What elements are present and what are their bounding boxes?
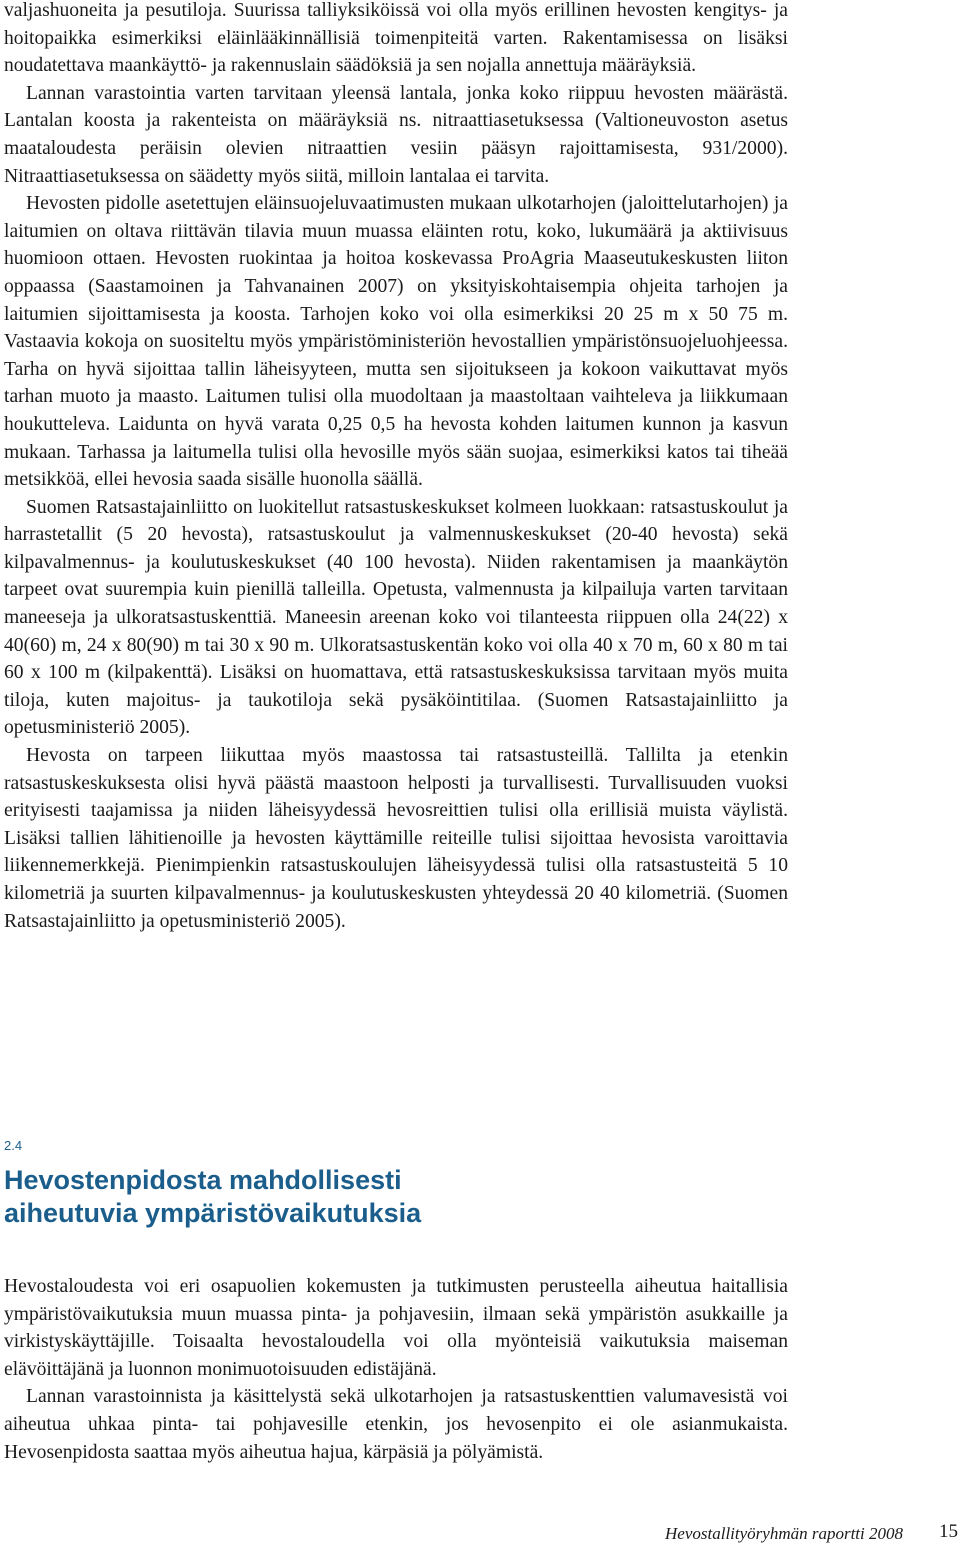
paragraph-environmental-effects: Hevostaloudesta voi eri osapuolien kokemusten ja tutkimusten perusteella aiheutua haitallisia ympäristövaikutuksia muun muassa pinta- ja pohjavesiin, ilmaan sekä ympäristön asukkaille ja virkistyskäyttäjille. Toisaalta hevostaloudella voi olla myönteisiä vaikutuksia maiseman elävöittäjänä ja luonnon monimuotoisuuden edistäjänä.: [4, 1276, 788, 1380]
section-title: [4, 1164, 788, 1230]
footer-page-number: 15: [939, 1521, 958, 1542]
footer-report-title: Hevostallityöryhmän raportti 2008: [665, 1524, 903, 1543]
section-title-line-1: Hevostenpidosta mahdollisesti: [4, 1165, 402, 1195]
paragraph-paddocks: Hevosten pidolle asetettujen eläinsuojeluvaatimusten mukaan ulkotarhojen (jaloittelutarhojen) ja laitumien on oltava riittävän tilavia muun muassa eläinten rotu, koko, lukumäärä ja aktiivisuus huomioon ottaen. Hevosten ruokintaa ja hoitoa koskevassa ProAgria Maaseutukeskusten liiton oppaassa (Saastamoinen ja Tahvanainen 2007) on yksityiskohtaisempia ohjeita tarhojen ja laitumien sijoittamisesta ja koosta. Tarhojen koko voi olla esimerkiksi 20 25 m x 50 75 m. Vastaavia kokoja on suositeltu myös ympäristöministeriön hevostallien ympäristönsuojeluohjeessa. Tarha on hyvä sijoittaa tallin läheisyyteen, mutta sen sijoitukseen ja kokoon vaikuttavat myös tarhan muoto ja maasto. Laitumen tulisi olla muodoltaan ja maastoltaan vaihteleva ja liikkumaan houkutteleva. Laidunta on hyvä varata 0,25 0,5 ha hevosta kohden laitumen kunnon ja kasvun mukaan. Tarhassa ja laitumella tulisi olla hevosille myös sään suojaa, esimerkiksi katos tai tiheää metsikköä, ellei hevosia saada sisälle huonolla säällä.: [4, 193, 788, 491]
section-title-line-2: aiheutuvia ympäristövaikutuksia: [4, 1198, 422, 1228]
section-body-text: [4, 1273, 788, 1466]
paragraph-manure-storage: Lannan varastointia varten tarvitaan yleensä lantala, jonka koko riippuu hevosten määrästä. Lantalan koosta ja rakenteista on määräyksiä ns. nitraattiasetuksessa (Valtioneuvoston asetus maataloudesta peräisin olevien nitraattien vesiin pääsyn rajoittamisesta, 931/2000). Nitraattiasetuksessa on säädetty myös siitä, milloin lantalaa ei tarvita.: [4, 82, 788, 187]
paragraph-riding-trails: Hevosta on tarpeen liikuttaa myös maastossa tai ratsastusteillä. Tallilta ja etenkin ratsastuskeskuksesta olisi hyvä päästä maastoon helposti ja turvallisesti. Turvallisuuden vuoksi erityisesti taajamissa ja niiden läheisyydessä hevosreittien tulisi olla erillisiä muista väylistä. Lisäksi tallien lähitienoille ja hevosten käyttämille reiteille tulisi sijoittaa hevosista varoittavia liikennemerkkejä. Pienimpienkin ratsastuskoulujen läheisyydessä tulisi olla ratsastusteitä 5 10 kilometriä ja suurten kilpavalmennus- ja koulutuskeskusten yhteydessä 20 40 kilometriä. (Suomen Ratsastajainliitto ja opetusministeriö 2005).: [4, 745, 788, 932]
paragraph-buildings: valjashuoneita ja pesutiloja. Suurissa talliyksiköissä voi olla myös erillinen hevosten kengitys- ja hoitopaikka esimerkiksi eläinlääkinnällisiä toimenpiteitä varten. Rakentamisessa on lisäksi noudatettava maankäyttö- ja rakennuslain säädöksiä ja sen nojalla annettuja määräyksiä.: [4, 0, 788, 77]
section-number: 2.4: [4, 1138, 23, 1153]
paragraph-riding-centres: Suomen Ratsastajainliitto on luokitellut ratsastuskeskukset kolmeen luokkaan: ratsastuskoulut ja harrastetallit (5 20 hevosta), ratsastuskoulut ja valmennuskeskukset (20-40 hevosta) sekä kilpavalmennus- ja koulutuskeskukset (40 100 hevosta). Niiden rakentamisen ja maankäytön tarpeet ovat suurempia kuin pienillä talleilla. Opetusta, valmennusta ja kilpailuja varten tarvitaan maneeseja ja ulkoratsastuskenttiä. Maneesin areenan koko voi tilanteesta riippuen olla 24(22) x 40(60) m, 24 x 80(90) m tai 30 x 90 m. Ulkoratsastuskentän koko voi olla 40 x 70 m, 60 x 80 m tai 60 x 100 m (kilpakenttä). Lisäksi on huomattava, että ratsastuskeskuksissa tarvitaan myös muita tiloja, kuten majoitus- ja taukotiloja sekä pysäköintitilaa. (Suomen Ratsastajainliitto ja opetusministeriö 2005).: [4, 496, 788, 739]
body-text: [4, 0, 788, 935]
paragraph-runoff-and-odour: Lannan varastoinnista ja käsittelystä sekä ulkotarhojen ja ratsastuskenttien valumavesistä voi aiheutua uhkaa pinta- tai pohjavesille etenkin, jos hevosenpito ei ole asianmukaista. Hevosenpidosta saattaa myös aiheutua hajua, kärpäsiä ja pölyämistä.: [4, 1386, 788, 1463]
